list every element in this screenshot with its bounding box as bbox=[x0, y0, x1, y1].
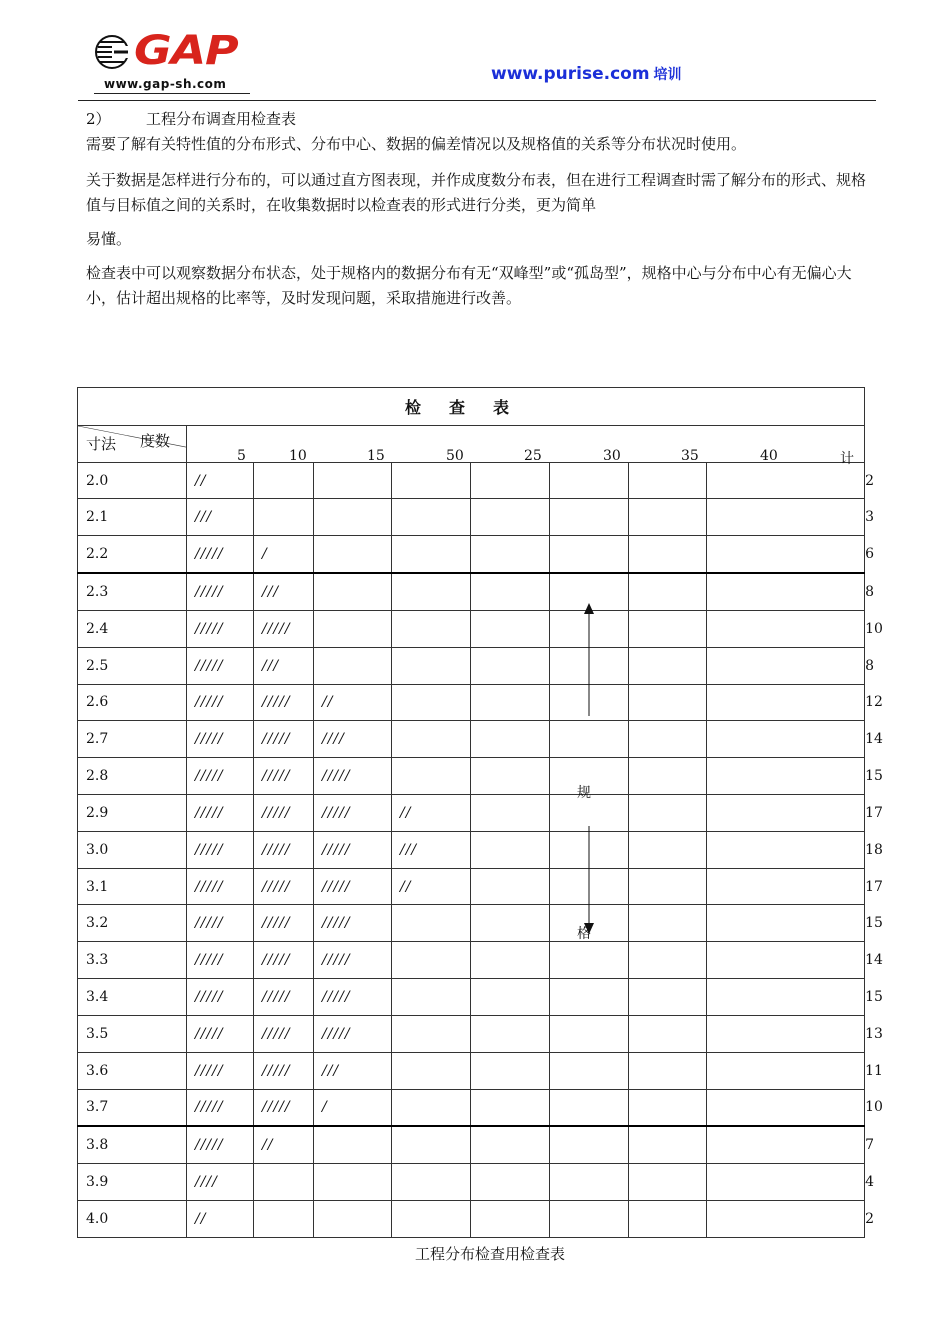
empty-cell bbox=[471, 1200, 550, 1237]
empty-cell bbox=[550, 536, 629, 573]
empty-cell bbox=[629, 1015, 707, 1052]
empty-cell bbox=[471, 905, 550, 942]
tally-cell: // bbox=[187, 462, 254, 499]
section-heading bbox=[86, 107, 878, 132]
table-row: 3.3 ///// ///// ///// 14 bbox=[78, 942, 865, 979]
table-row: 2.7 ///// ///// //// 14 bbox=[78, 721, 865, 758]
tally-cell: ///// bbox=[187, 647, 254, 684]
size-cell: 3.8 bbox=[78, 1126, 187, 1163]
table-row: 2.2 ///// / 6 bbox=[78, 536, 865, 573]
empty-cell bbox=[471, 499, 550, 536]
tally-cell: // bbox=[314, 684, 392, 721]
empty-cell bbox=[629, 610, 707, 647]
table-row: 3.8 ///// // 7 bbox=[78, 1126, 865, 1163]
empty-cell bbox=[629, 1126, 707, 1163]
tally-cell: /// bbox=[392, 831, 471, 868]
empty-cell bbox=[471, 979, 550, 1016]
header-size-label: 寸法 bbox=[86, 434, 117, 453]
header-col-30: 30 bbox=[603, 447, 621, 464]
size-cell: 2.7 bbox=[78, 721, 187, 758]
empty-cell bbox=[471, 610, 550, 647]
company-logo bbox=[94, 30, 254, 98]
table-caption: 工程分布检查用检查表 bbox=[414, 1245, 565, 1263]
empty-cell bbox=[707, 1015, 865, 1052]
tally-cell bbox=[254, 499, 314, 536]
empty-cell bbox=[629, 905, 707, 942]
tally-cell bbox=[392, 1089, 471, 1126]
empty-cell bbox=[550, 1052, 629, 1089]
empty-cell bbox=[629, 647, 707, 684]
tally-cell: ///// bbox=[254, 905, 314, 942]
paragraph-4: 检查表中可以观察数据分布状态，处于规格内的数据分布有无“双峰型”或“孤岛型”，规格中心与分布中心有无偏心大小，估计超出规格的比率等，及时发现问题，采取措施进行改善。 bbox=[86, 264, 852, 307]
empty-cell bbox=[707, 1164, 865, 1201]
tally-cell: ///// bbox=[254, 610, 314, 647]
empty-cell bbox=[629, 868, 707, 905]
table-row: 4.0 // 2 bbox=[78, 1200, 865, 1237]
table-row: 3.2 ///// ///// ///// 15 bbox=[78, 905, 865, 942]
tally-cell bbox=[314, 1200, 392, 1237]
table-row: 3.9 //// 4 bbox=[78, 1164, 865, 1201]
empty-cell bbox=[471, 1126, 550, 1163]
empty-cell bbox=[550, 1126, 629, 1163]
tally-cell bbox=[314, 499, 392, 536]
tally-cell: ///// bbox=[314, 868, 392, 905]
size-cell: 3.1 bbox=[78, 868, 187, 905]
tally-cell: ///// bbox=[187, 795, 254, 832]
tally-cell bbox=[392, 573, 471, 610]
empty-cell bbox=[629, 795, 707, 832]
empty-cell bbox=[550, 1089, 629, 1126]
table-row: 2.9 ///// ///// ///// // 17 bbox=[78, 795, 865, 832]
header-divider bbox=[78, 100, 876, 101]
header-col-40: 40 bbox=[760, 447, 778, 464]
section-number: 2） bbox=[86, 110, 111, 128]
tally-cell bbox=[392, 610, 471, 647]
table-body bbox=[78, 462, 883, 1237]
tally-cell: ///// bbox=[187, 905, 254, 942]
tally-cell: ///// bbox=[254, 1015, 314, 1052]
tally-cell: ///// bbox=[187, 1052, 254, 1089]
tally-cell: ///// bbox=[187, 831, 254, 868]
empty-cell bbox=[550, 1164, 629, 1201]
size-cell: 3.5 bbox=[78, 1015, 187, 1052]
table-row: 2.4 ///// ///// 10 bbox=[78, 610, 865, 647]
empty-cell bbox=[629, 1089, 707, 1126]
tally-cell: ///// bbox=[314, 758, 392, 795]
empty-cell bbox=[471, 1052, 550, 1089]
size-cell: 3.3 bbox=[78, 942, 187, 979]
tally-cell: ///// bbox=[254, 979, 314, 1016]
tally-cell bbox=[392, 1015, 471, 1052]
check-sheet-table bbox=[77, 387, 883, 1238]
empty-cell bbox=[629, 979, 707, 1016]
empty-cell bbox=[707, 942, 865, 979]
tally-cell: ///// bbox=[187, 1015, 254, 1052]
tally-cell bbox=[314, 536, 392, 573]
tally-cell: ///// bbox=[314, 979, 392, 1016]
table-row: 3.5 ///// ///// ///// 13 bbox=[78, 1015, 865, 1052]
empty-cell bbox=[707, 721, 865, 758]
empty-cell bbox=[471, 462, 550, 499]
empty-cell bbox=[707, 499, 865, 536]
tally-cell: /// bbox=[314, 1052, 392, 1089]
size-cell: 2.2 bbox=[78, 536, 187, 573]
empty-cell bbox=[707, 1089, 865, 1126]
logo-wordmark: GAP bbox=[134, 28, 238, 74]
tally-cell bbox=[314, 647, 392, 684]
empty-cell bbox=[471, 1164, 550, 1201]
section-title: 工程分布调查用检查表 bbox=[146, 110, 297, 128]
empty-cell bbox=[629, 1052, 707, 1089]
size-cell: 2.9 bbox=[78, 795, 187, 832]
tally-cell: ///// bbox=[254, 868, 314, 905]
empty-cell bbox=[707, 1126, 865, 1163]
tally-cell: ///// bbox=[254, 758, 314, 795]
tally-cell: ///// bbox=[187, 610, 254, 647]
header-scale-cell bbox=[187, 425, 865, 467]
empty-cell bbox=[707, 647, 865, 684]
tally-cell: /// bbox=[254, 647, 314, 684]
size-cell: 2.4 bbox=[78, 610, 187, 647]
empty-cell bbox=[707, 536, 865, 573]
empty-cell bbox=[550, 942, 629, 979]
table-row: 2.1 /// 3 bbox=[78, 499, 865, 536]
tally-cell bbox=[314, 610, 392, 647]
paragraph-1: 需要了解有关特性值的分布形式、分布中心、数据的偏差情况以及规格值的关系等分布状况时使用。 bbox=[86, 135, 747, 153]
empty-cell bbox=[707, 684, 865, 721]
tally-cell: ///// bbox=[187, 1126, 254, 1163]
empty-cell bbox=[707, 1052, 865, 1089]
empty-cell bbox=[707, 831, 865, 868]
empty-cell bbox=[550, 462, 629, 499]
size-cell: 3.4 bbox=[78, 979, 187, 1016]
tally-cell bbox=[392, 499, 471, 536]
spec-arrow bbox=[580, 600, 600, 940]
empty-cell bbox=[629, 721, 707, 758]
empty-cell bbox=[471, 573, 550, 610]
table-row: 3.1 ///// ///// ///// // 17 bbox=[78, 868, 865, 905]
logo-underline bbox=[94, 93, 250, 94]
table-row: 2.5 ///// /// 8 bbox=[78, 647, 865, 684]
empty-cell bbox=[471, 721, 550, 758]
gap-emblem-icon bbox=[94, 32, 130, 72]
empty-cell bbox=[550, 1200, 629, 1237]
header-col-25: 25 bbox=[524, 447, 542, 464]
size-cell: 2.5 bbox=[78, 647, 187, 684]
tally-cell: ///// bbox=[254, 1052, 314, 1089]
tally-cell: ///// bbox=[187, 758, 254, 795]
tally-cell bbox=[392, 721, 471, 758]
empty-cell bbox=[629, 758, 707, 795]
tally-cell bbox=[392, 1200, 471, 1237]
size-cell: 2.0 bbox=[78, 462, 187, 499]
tally-cell: ///// bbox=[314, 1015, 392, 1052]
header-col-5: 5 bbox=[237, 447, 246, 464]
paragraph-3: 易懂。 bbox=[86, 230, 132, 248]
header-col-15: 15 bbox=[367, 447, 385, 464]
tally-cell bbox=[392, 647, 471, 684]
empty-cell bbox=[471, 647, 550, 684]
tally-cell bbox=[392, 1126, 471, 1163]
tally-cell bbox=[392, 462, 471, 499]
empty-cell bbox=[471, 536, 550, 573]
logo-url: www.gap-sh.com bbox=[104, 77, 227, 91]
table-row: 3.6 ///// ///// /// 11 bbox=[78, 1052, 865, 1089]
empty-cell bbox=[471, 942, 550, 979]
tally-cell: //// bbox=[314, 721, 392, 758]
paragraph-2: 关于数据是怎样进行分布的，可以通过直方图表现，并作成度数分布表，但在进行工程调查时需了解分布的形式、规格值与目标值之间的关系时，在收集数据时以检查表的形式进行分类，更为简单 bbox=[86, 171, 867, 214]
tally-cell bbox=[392, 905, 471, 942]
size-cell: 4.0 bbox=[78, 1200, 187, 1237]
tally-cell: ///// bbox=[254, 831, 314, 868]
empty-cell bbox=[471, 758, 550, 795]
tally-cell bbox=[254, 462, 314, 499]
empty-cell bbox=[707, 758, 865, 795]
header-diagonal-cell bbox=[78, 425, 187, 462]
empty-cell bbox=[550, 1015, 629, 1052]
tally-cell bbox=[392, 758, 471, 795]
tally-cell bbox=[314, 573, 392, 610]
empty-cell bbox=[629, 573, 707, 610]
site-link[interactable] bbox=[491, 64, 682, 84]
tally-cell: / bbox=[314, 1089, 392, 1126]
table-header-row bbox=[78, 425, 865, 462]
tally-cell: // bbox=[392, 868, 471, 905]
tally-cell: // bbox=[254, 1126, 314, 1163]
empty-cell bbox=[550, 979, 629, 1016]
tally-cell bbox=[314, 462, 392, 499]
empty-cell bbox=[629, 684, 707, 721]
tally-cell bbox=[392, 536, 471, 573]
tally-cell: ///// bbox=[254, 721, 314, 758]
table-row: 3.7 ///// ///// / 10 bbox=[78, 1089, 865, 1126]
empty-cell bbox=[707, 905, 865, 942]
tally-cell: ///// bbox=[187, 979, 254, 1016]
tally-cell: ///// bbox=[314, 942, 392, 979]
tally-cell: ///// bbox=[187, 684, 254, 721]
table-row: 3.0 ///// ///// ///// /// 18 bbox=[78, 831, 865, 868]
tally-cell: //// bbox=[187, 1164, 254, 1201]
empty-cell bbox=[707, 979, 865, 1016]
empty-cell bbox=[471, 1089, 550, 1126]
tally-cell: ///// bbox=[314, 905, 392, 942]
header-col-total: 计 bbox=[840, 450, 854, 467]
empty-cell bbox=[629, 942, 707, 979]
tally-cell: ///// bbox=[314, 831, 392, 868]
size-cell: 3.6 bbox=[78, 1052, 187, 1089]
tally-cell bbox=[254, 1200, 314, 1237]
empty-cell bbox=[471, 795, 550, 832]
tally-cell bbox=[392, 1052, 471, 1089]
site-url[interactable]: www.purise.com bbox=[491, 64, 650, 84]
empty-cell bbox=[471, 1015, 550, 1052]
tally-cell: ///// bbox=[187, 721, 254, 758]
empty-cell bbox=[707, 573, 865, 610]
empty-cell bbox=[629, 1200, 707, 1237]
header-col-35: 35 bbox=[681, 447, 699, 464]
tally-cell: /// bbox=[187, 499, 254, 536]
tally-cell bbox=[254, 1164, 314, 1201]
tally-cell: ///// bbox=[187, 942, 254, 979]
empty-cell bbox=[550, 499, 629, 536]
tally-cell: ///// bbox=[254, 942, 314, 979]
empty-cell bbox=[629, 499, 707, 536]
spec-label-bottom: 格 bbox=[577, 926, 591, 942]
tally-cell bbox=[392, 1164, 471, 1201]
tally-cell: / bbox=[254, 536, 314, 573]
empty-cell bbox=[629, 462, 707, 499]
header-col-50: 50 bbox=[446, 447, 464, 464]
site-suffix: 培训 bbox=[653, 67, 682, 83]
tally-cell: ///// bbox=[187, 868, 254, 905]
size-cell: 3.0 bbox=[78, 831, 187, 868]
tally-cell: ///// bbox=[254, 795, 314, 832]
tally-cell: ///// bbox=[254, 684, 314, 721]
empty-cell bbox=[471, 868, 550, 905]
tally-cell bbox=[314, 1164, 392, 1201]
size-cell: 3.9 bbox=[78, 1164, 187, 1201]
empty-cell bbox=[629, 536, 707, 573]
table-row: 3.4 ///// ///// ///// 15 bbox=[78, 979, 865, 1016]
tally-cell: // bbox=[392, 795, 471, 832]
empty-cell bbox=[471, 831, 550, 868]
empty-cell bbox=[629, 831, 707, 868]
header-col-10: 10 bbox=[289, 447, 307, 464]
size-cell: 3.2 bbox=[78, 905, 187, 942]
size-cell: 2.6 bbox=[78, 684, 187, 721]
tally-cell bbox=[392, 979, 471, 1016]
size-cell: 2.8 bbox=[78, 758, 187, 795]
tally-cell: ///// bbox=[187, 536, 254, 573]
tally-cell: ///// bbox=[254, 1089, 314, 1126]
tally-cell bbox=[392, 684, 471, 721]
tally-cell: /// bbox=[254, 573, 314, 610]
tally-cell: ///// bbox=[187, 1089, 254, 1126]
tally-cell bbox=[314, 1126, 392, 1163]
table-row: 2.0 // 2 bbox=[78, 462, 865, 499]
size-cell: 2.3 bbox=[78, 573, 187, 610]
size-cell: 3.7 bbox=[78, 1089, 187, 1126]
empty-cell bbox=[707, 1200, 865, 1237]
header-freq-label: 度数 bbox=[139, 431, 170, 450]
empty-cell bbox=[707, 795, 865, 832]
empty-cell bbox=[471, 684, 550, 721]
tally-cell: ///// bbox=[187, 573, 254, 610]
tally-cell: // bbox=[187, 1200, 254, 1237]
table-row: 2.6 ///// ///// // 12 bbox=[78, 684, 865, 721]
size-cell: 2.1 bbox=[78, 499, 187, 536]
tally-cell: ///// bbox=[314, 795, 392, 832]
empty-cell bbox=[629, 1164, 707, 1201]
tally-cell bbox=[392, 942, 471, 979]
empty-cell bbox=[707, 868, 865, 905]
spec-label-top: 规 bbox=[577, 785, 591, 801]
empty-cell bbox=[707, 610, 865, 647]
table-title: 检查表 bbox=[78, 388, 865, 426]
table-row: 2.3 ///// /// 8 bbox=[78, 573, 865, 610]
table-row: 2.8 ///// ///// ///// 15 bbox=[78, 758, 865, 795]
